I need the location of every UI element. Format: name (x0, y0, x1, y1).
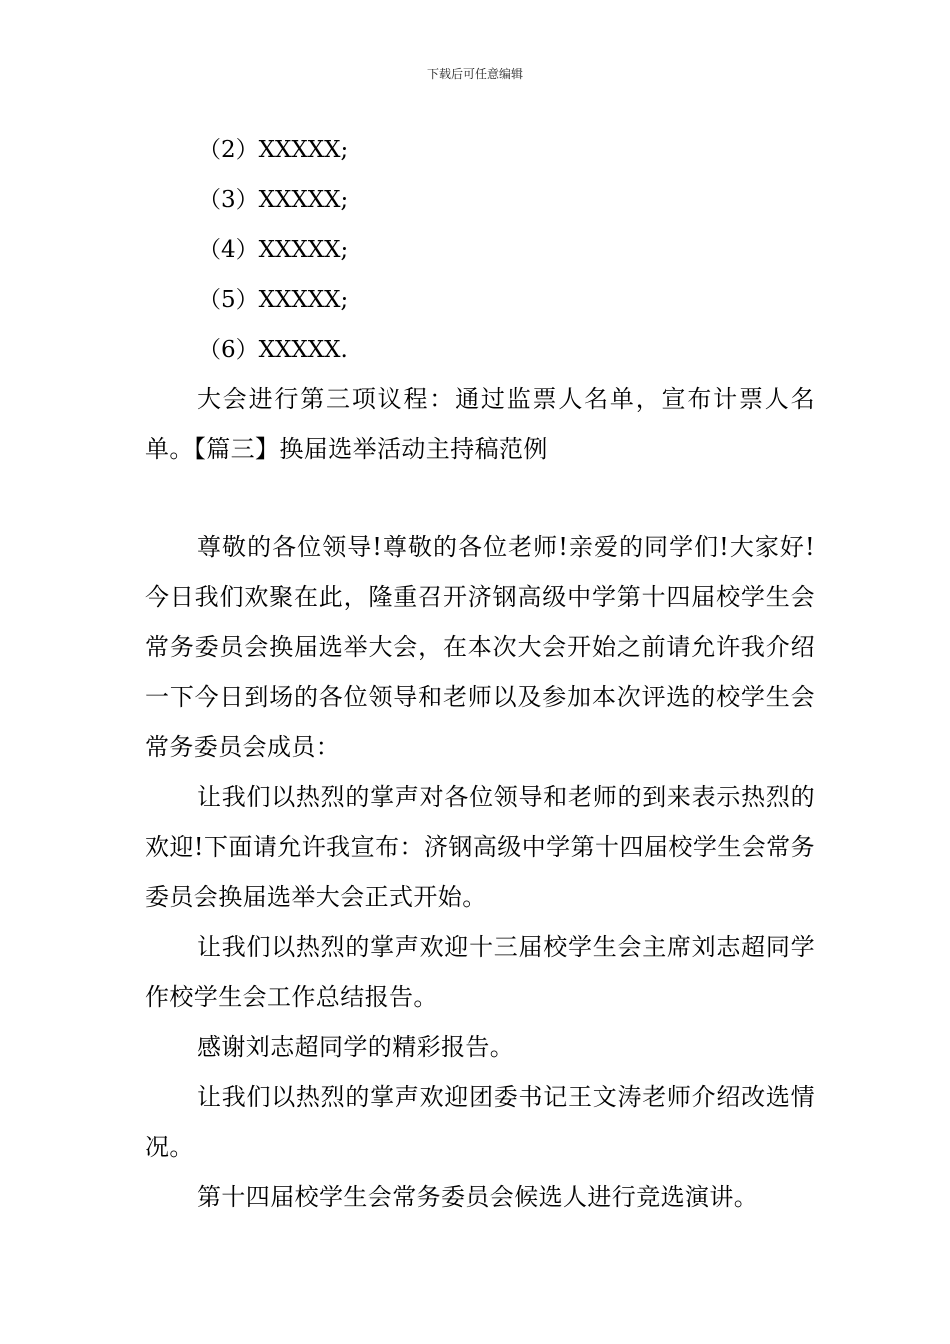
paragraph: 感谢刘志超同学的精彩报告。 (197, 1033, 515, 1061)
paragraph: 让我们以热烈的掌声欢迎十三届校学生会主席刘志超同学作校学生会工作总结报告。 (145, 933, 815, 1011)
paragraph: 让我们以热烈的掌声对各位领导和老师的到来表示热烈的欢迎!下面请允许我宣布：济钢高级中学第十四届校学生会常务委员会换届选举大会正式开始。 (145, 783, 815, 911)
list-item: （2）XXXXX; (198, 137, 349, 163)
agenda-paragraph-block (145, 374, 815, 474)
host-script-block (145, 522, 815, 1222)
paragraph: 尊敬的各位领导!尊敬的各位老师!亲爱的同学们!大家好!今日我们欢聚在此，隆重召开济钢高级中学第十四届校学生会常务委员会换届选举大会，在本次大会开始之前请允许我介绍一下今日到场的各位领导和老师以及参加本次评选的校学生会常务委员会成员： (145, 533, 815, 761)
paragraph: 让我们以热烈的掌声欢迎团委书记王文涛老师介绍改选情况。 (145, 1083, 815, 1161)
list-item: （5）XXXXX; (198, 287, 349, 313)
paragraph: 大会进行第三项议程：通过监票人名单，宣布计票人名单。【篇三】换届选举活动主持稿范例 (145, 385, 815, 463)
list-item: （6）XXXXX. (198, 337, 348, 363)
agenda-list (198, 132, 348, 382)
page-header-note: 下载后可任意编辑 (426, 67, 523, 81)
paragraph: 第十四届校学生会常务委员会候选人进行竞选演讲。 (197, 1183, 759, 1211)
list-item: （3）XXXXX; (198, 187, 349, 213)
list-item: （4）XXXXX; (198, 237, 349, 263)
